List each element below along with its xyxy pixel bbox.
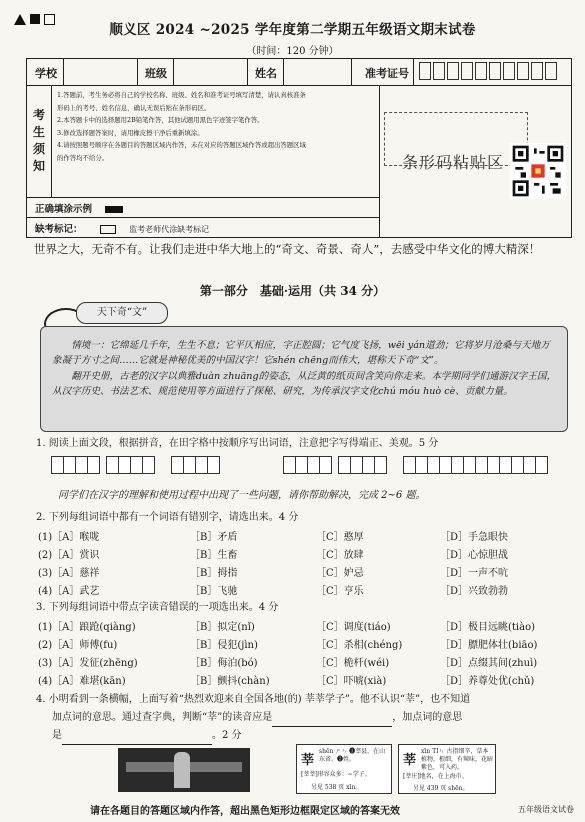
option[interactable]: ［C］妒忌 (316, 568, 364, 579)
writing-grid-1[interactable] (52, 456, 155, 474)
option[interactable]: (4)［A］武艺 (38, 586, 100, 597)
question-1: 1. 阅读上面文段，根据拼音，在田字格中按顺序写出词语，注意把字写得端正、美观。5 分 (36, 438, 439, 449)
notice-label: 考 生 须 知 (27, 85, 52, 197)
filled-mark-icon (105, 206, 123, 213)
option[interactable]: ［C］桅杆(wéi) (316, 658, 390, 669)
question-4-line3: 是 。2 分 (52, 728, 572, 745)
qr-code-icon (510, 143, 566, 199)
question-4-line1: 4. 小明看到一条横幅，上面写着“热烈欢迎来自全国各地(的) 莘莘学子”。他不认识“莘”，也不知道 (36, 694, 471, 705)
option[interactable]: ［C］放肆 (316, 550, 364, 561)
option[interactable]: (3)［A］慈祥 (38, 568, 100, 579)
option[interactable]: ［D］极目远眺(tiào) (440, 622, 536, 633)
pronunciation-blank[interactable] (272, 710, 392, 727)
absent-checkbox[interactable] (100, 225, 116, 234)
school-label: 学校 (35, 67, 57, 80)
option[interactable]: ［B］矛盾 (190, 532, 238, 543)
fill-example: 正确填涂示例 (35, 201, 123, 215)
option[interactable]: ［D］手急眼快 (440, 532, 509, 543)
dictionary-card-shen: 莘 shēn ㄕㄣ ❶莘县，在山东省。❷姓。 [莘莘]形容众多：~学子。 另见 538 页 xīn。 (296, 744, 392, 794)
option[interactable]: (1)［A］踉跄(qiàng) (38, 622, 136, 633)
class-label: 班级 (145, 67, 167, 80)
bridge-text: 同学们在汉字的理解和使用过程中出现了一些问题，请你帮助解决，完成 2~6 题。 (58, 490, 426, 501)
option[interactable]: ［D］点缀其间(zhuì) (440, 658, 538, 669)
footer-subject: 五年级语文试卷 (518, 805, 574, 814)
option[interactable]: (2)［A］师傅(fu) (38, 640, 118, 651)
writing-grid-3[interactable] (284, 456, 387, 474)
reading-passage: 情境一：它绵延几千年，生生不息；它平仄相应，字正腔圆；它气度飞扬，wēi yán道劲；它将岁月沧桑与天地万象凝于方寸之间……它就是神秘优美的中国汉字！它shén chēng而伟大，堪称天下奇“文”。 翻开史册，古老的汉字以典雅duàn zhuāng的姿态，从泛黄的纸页间含笑向你走来。本学期同学们通游汉字王国，从汉字历史、书法艺术、规范使用等方面进行了探秘、研究，为传承汉字文化chú móu huò cè、贡献力量。 (52, 340, 557, 398)
barcode-label: 条形码粘贴区 (402, 153, 505, 172)
option[interactable]: ［D］兴致勃勃 (440, 586, 509, 597)
writing-grid-4[interactable] (404, 456, 548, 474)
banner-photo (118, 748, 250, 792)
option[interactable]: ［B］拇指 (190, 568, 238, 579)
question-4-line2: 加点词的意思。通过查字典，判断“莘”的读音应是 ，加点词的意思 (52, 710, 572, 727)
option[interactable]: (1)［A］喉咙 (38, 532, 100, 543)
option[interactable]: (4)［A］难堪(kān) (38, 676, 126, 687)
name-label: 姓名 (255, 67, 277, 80)
student-info-row (27, 59, 571, 86)
option[interactable]: ［D］心惊胆战 (440, 550, 509, 561)
option[interactable]: (2)［A］赏识 (38, 550, 100, 561)
absent-mark: 缺考标记： 监考老师代涂缺考标记 (35, 224, 210, 235)
option[interactable]: ［C］调度(tiáo) (316, 622, 391, 633)
part-title: 第一部分 基础·运用（共 34 分） (199, 284, 386, 298)
exam-title: 顺义区 2024 ~2025 学年度第二学期五年级语文期末试卷 (109, 22, 476, 38)
exam-notices: 1.答题前，考生务必将自己的学校名称、班级、姓名和准考证号填写清楚，请认真核准条 形码上的考号、姓名信息，确认无误后贴在条形码区。 2.本答题卡中的选择题用2B铅笔作答，其他试题用黑色字迹签字笔作答。 3.修改选择题答案时，请用橡皮擦干净后重新填涂。 4.请按照题号顺序在各题目的答题区域内作答，未在对应的答题区域作答或超出答题区域 的作答均不给分。 (57, 91, 306, 162)
writing-grid-2[interactable] (172, 456, 220, 474)
option[interactable]: ［B］侵犯(jìn) (190, 640, 258, 651)
option[interactable]: (3)［A］发征(zhēng) (38, 658, 138, 669)
option[interactable]: ［B］拟定(nǐ) (190, 622, 255, 633)
question-3-stem: 3. 下列每组词语中带点字读音错误的一项选出来。4 分 (36, 602, 279, 613)
section-banner: 天下奇“文” (76, 302, 168, 324)
option[interactable]: ［D］一声不吭 (440, 568, 509, 579)
option[interactable]: ［B］颤抖(chàn) (190, 676, 270, 687)
option[interactable]: ［C］憨厚 (316, 532, 364, 543)
option[interactable]: ［D］养尊处优(chǔ) (440, 676, 535, 687)
option[interactable]: ［B］飞驰 (190, 586, 238, 597)
exam-time: （时间：120 分钟） (246, 46, 339, 57)
option[interactable]: ［D］膘肥体壮(biāo) (440, 640, 538, 651)
option[interactable]: ［C］亨乐 (316, 586, 364, 597)
option[interactable]: ［B］侮泊(bó) (190, 658, 258, 669)
option[interactable]: ［C］杀相(chéng) (316, 640, 403, 651)
option[interactable]: ［C］吓唬(xià) (316, 676, 387, 687)
intro-text: 世界之大，无奇不有。让我们走进中华大地上的“奇文、奇景、奇人”，去感受中华文化的博大精深！ (34, 242, 541, 256)
footer-notice: 请在各题目的答题区域内作答，超出黑色矩形边框限定区域的答案无效 (90, 806, 400, 817)
option[interactable]: ［B］生畜 (190, 550, 238, 561)
dictionary-card-xin: 莘 xīn TIㄣ 古指细辛，草本植物，根细，有辣味，花暗紫色，可入药。 [莘庄]地名，在上海市。 另见 439 页 shēn。 (398, 744, 496, 794)
exam-id-label: 准考证号 (365, 67, 409, 80)
meaning-blank[interactable] (62, 728, 212, 745)
question-2-stem: 2. 下列每组词语中都有一个词语有错别字，请选出来。4 分 (36, 512, 299, 523)
